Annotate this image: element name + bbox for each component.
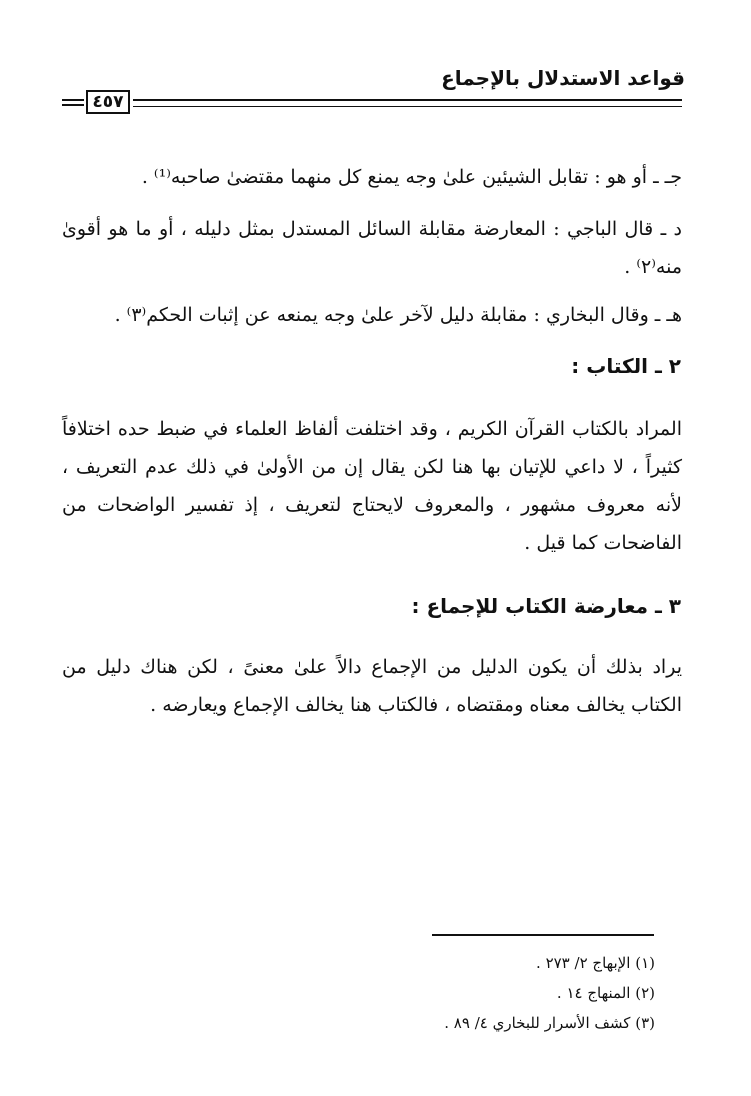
paragraph-jeem: جـ ـ أو هو : تقابل الشيئين علىٰ وجه يمنع كل منهما مقتضىٰ صاحبه⁽¹⁾ . [141, 166, 682, 188]
footnote-3: (٣) كشف الأسرار للبخاري ٤/ ٨٩ . [444, 1014, 655, 1032]
page-number: ٤٥٧ [86, 90, 130, 114]
footnote-1: (١) الإبهاج ٢/ ٢٧٣ . [536, 954, 655, 972]
paragraph-ha: هـ ـ وقال البخاري : مقابلة دليل لآخر علىٰ وجه يمنعه عن إثبات الحكم⁽٣⁾ . [114, 304, 682, 326]
rule-line-thin [133, 106, 682, 107]
paragraph-muarada: يراد بذلك أن يكون الدليل من الإجماع دالاً علىٰ معنىً ، لكن هناك دليل من الكتاب يخالف معناه ومقتضاه ، فالكتاب هنا يخالف الإجماع ويعارضه . [62, 656, 682, 716]
footnote-2: (٢) المنهاج ١٤ . [556, 984, 655, 1002]
footnote-separator [432, 934, 654, 936]
paragraph-kitab: المراد بالكتاب القرآن الكريم ، وقد اختلفت ألفاظ العلماء في ضبط حده اختلافاً كثيراً ، لا داعي للإتيان بها هنا لكن يقال إن من الأولىٰ في ذلك عدم التعريف ، لأنه معروف مشهور ، والمعروف لايحتاج لتعريف ، إذ تفسير الواضحات من الفاضحات كما قيل . [62, 418, 682, 554]
section-heading-muarada: ٣ ـ معارضة الكتاب للإجماع : [411, 594, 681, 618]
rule-line [62, 99, 84, 101]
paragraph-dal: د ـ قال الباجي : المعارضة مقابلة السائل المستدل بمثل دليله ، أو ما هو أقوىٰ منه⁽٢⁾ . [62, 218, 682, 278]
rule-line [133, 99, 682, 101]
rule-line [62, 104, 84, 106]
header-rule-left [62, 97, 84, 109]
header-rule-right [133, 97, 682, 109]
section-heading-kitab: ٢ ـ الكتاب : [571, 354, 681, 378]
running-title: قواعد الاستدلال بالإجماع [441, 66, 685, 90]
